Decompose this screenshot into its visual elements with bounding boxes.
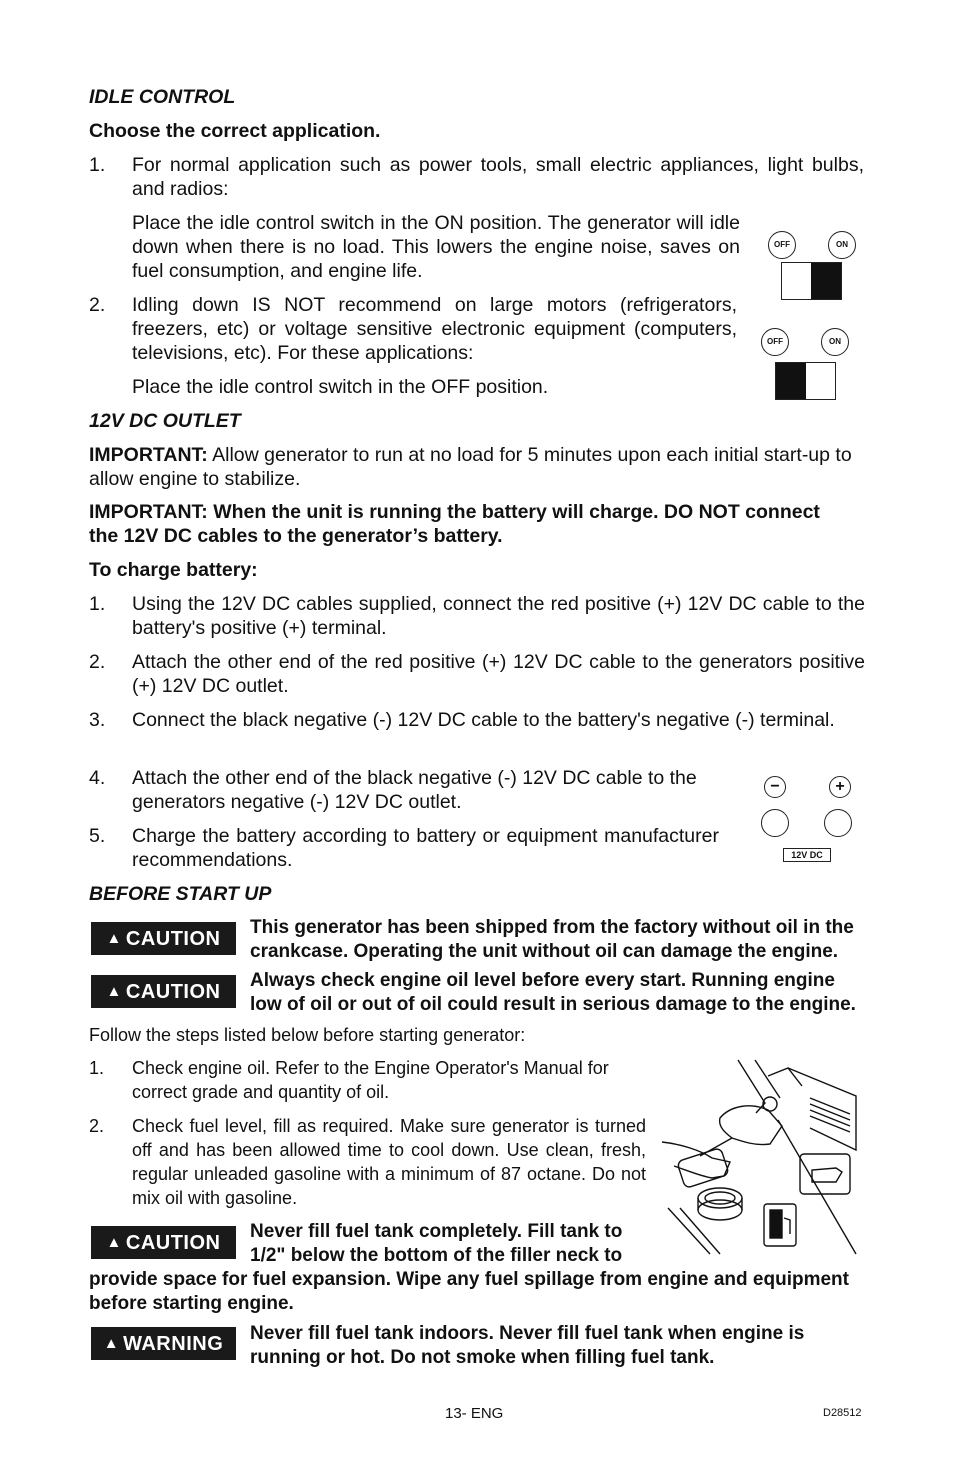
dc-step-3-text: Connect the black negative (-) 12V DC cable to the battery's negative (-) terminal. [132,709,835,731]
important-label: IMPORTANT: [89,444,208,466]
dc-outlet-heading: 12V DC OUTLET [89,410,241,432]
warning-triangle-icon: ▲ [106,929,122,947]
warning-badge: ▲ WARNING [91,1327,236,1360]
warning-triangle-icon: ▲ [106,982,122,1000]
idle-item-2-instruction: Place the idle control switch in the OFF position. [132,376,549,398]
before-step-2-number: 2. [89,1116,105,1136]
negative-outlet-icon [761,809,789,837]
before-step-1-number: 1. [89,1058,105,1078]
dc-step-3-number: 3. [89,709,106,731]
caution-text-3-rest: provide space for fuel expansion. Wipe any fuel spillage from engine and equipment before starting engine. [89,1269,849,1314]
idle-item-2-number: 2. [89,294,106,316]
dc-step-5-text: Charge the battery according to battery or equipment manufacturer recommendations. [132,825,719,871]
page-number: 13- ENG [445,1405,504,1422]
document-code: D28512 [823,1407,862,1419]
idle-switch-on-illustration [765,228,865,303]
dc-label-plate: 12V DC [783,848,831,862]
caution-text-3-line-2: 1/2" below the bottom of the filler neck to [250,1245,623,1266]
idle-item-2-text: Idling down IS NOT recommend on large motors (refrigerators, freezers, etc) or voltage sensitive electronic equipment (computers, televisions, etc). For these applications: [132,294,737,364]
dc-step-2-text: Attach the other end of the red positive (+) 12V DC cable to the generators positive (+) 12V DC outlet. [132,651,865,697]
warning-triangle-icon: ▲ [106,1233,122,1251]
before-startup-heading: BEFORE START UP [89,883,272,905]
dc-step-4-text: Attach the other end of the black negative (-) 12V DC cable to the generators negative (-) 12V DC outlet. [132,767,697,813]
caution-text-2: Always check engine oil level before every start. Running engine low of oil or out of oil could result in serious damage to the engine. [250,970,856,1015]
idle-switch-off-illustration [758,326,858,401]
before-step-2-text: Check fuel level, fill as required. Make sure generator is turned off and has been allowed time to cool down. Use clean, fresh, regular unleaded gasoline with a minimum of 87 octane. Do not mix oil with gasoline. [132,1116,646,1208]
idle-subtitle: Choose the correct application. [89,120,381,142]
caution-text-3-line-1: Never fill fuel tank completely. Fill tank to [250,1221,623,1242]
charge-battery-heading: To charge battery: [89,559,258,581]
idle-control-heading: IDLE CONTROL [89,86,236,108]
minus-terminal-icon: − [764,776,786,798]
plus-terminal-icon: + [829,776,851,798]
warning-text: Never fill fuel tank indoors. Never fill fuel tank when engine is running or hot. Do not smoke when filling fuel tank. [250,1323,805,1368]
on-indicator-icon: ON [821,328,849,356]
dc-step-4-number: 4. [89,767,106,789]
caution-badge-1: ▲ CAUTION [91,922,236,955]
caution-badge-3: ▲ CAUTION [91,1226,236,1259]
caution-text-1: This generator has been shipped from the factory without oil in the crankcase. Operating the unit without oil can damage the engine. [250,917,854,962]
rocker-switch-off-icon [775,362,836,400]
on-indicator-icon: ON [828,231,856,259]
idle-item-1-number: 1. [89,154,106,176]
idle-item-1-instruction: Place the idle control switch in the ON position. The generator will idle down when there is no load. This lowers the engine noise, saves on fuel consumption, and engine life. [132,212,740,282]
dc-outlet-illustration [758,772,858,864]
positive-outlet-icon [824,809,852,837]
caution-badge-2: ▲ CAUTION [91,975,236,1008]
off-indicator-icon: OFF [761,328,789,356]
before-intro: Follow the steps listed below before starting generator: [89,1025,526,1045]
dc-important-2: IMPORTANT: When the unit is running the battery will charge. DO NOT connect the 12V DC cables to the generator’s battery. [89,501,820,547]
dc-step-1-text: Using the 12V DC cables supplied, connect the red positive (+) 12V DC cable to the battery's positive (+) terminal. [132,593,865,639]
warning-triangle-icon: ▲ [103,1334,120,1352]
idle-item-1-text: For normal application such as power tools, small electric appliances, light bulbs, and radios: [132,154,864,200]
rocker-switch-on-icon [781,262,842,300]
dc-important-1 [89,443,865,491]
important-text: Allow generator to run at no load for 5 minutes upon each initial start-up to allow engine to stabilize. [89,444,852,490]
off-indicator-icon: OFF [768,231,796,259]
engine-fuel-oil-illustration [660,1058,860,1258]
before-step-1-text: Check engine oil. Refer to the Engine Operator's Manual for correct grade and quantity of oil. [132,1058,609,1102]
dc-step-5-number: 5. [89,825,106,847]
dc-step-1-number: 1. [89,593,106,615]
dc-step-2-number: 2. [89,651,106,673]
